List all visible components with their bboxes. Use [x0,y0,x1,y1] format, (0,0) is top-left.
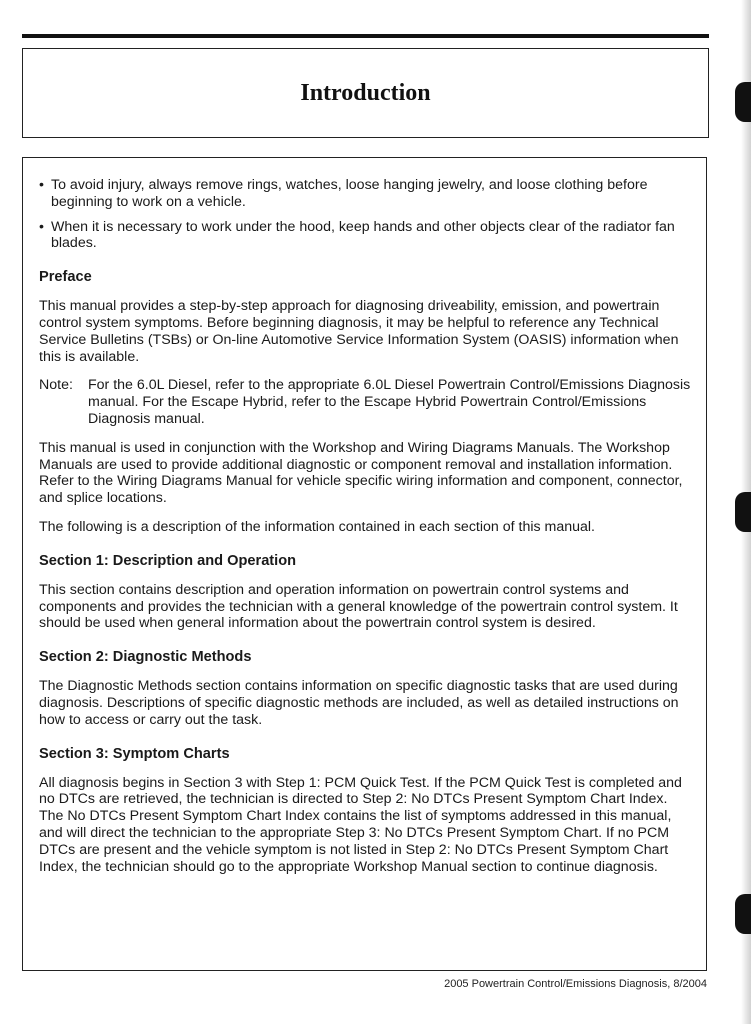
content-box [22,157,707,971]
preface-paragraph: This manual provides a step-by-step approach for diagnosing driveability, emission, and powertrain control system symptoms. Before beginning diagnosis, it may be helpful to reference any Technical Service Bulletins (TSBs) or On-line Automotive Service Information System (OASIS) information when this is available. [39,298,679,365]
bullet-item: • When it is necessary to work under the hood, keep hands and other objects clear of the radiator fan blades. [39,219,695,253]
note-label: Note: [39,377,73,394]
preface-heading: Preface [39,269,92,286]
section2-heading: Section 2: Diagnostic Methods [39,649,252,666]
section1-body: This section contains description and operation information on powertrain control systems and components and provides the technician with a general knowledge of the powertrain control system. It should be used when general information about the powertrain control system is desired. [39,581,678,632]
section2-body: The Diagnostic Methods section contains information on specific diagnostic tasks that are used during diagnosis. Descriptions of specific diagnostic methods are included, as well as detailed instructions on how to access or carry out the task. [39,678,679,728]
safety-bullet-list [39,177,695,252]
page-footer: 2005 Powertrain Control/Emissions Diagnosis, 8/2004 [444,978,707,990]
content-body [39,177,695,875]
preface-paragraph: The following is a description of the information contained in each section of this manual. [39,518,595,535]
preface-paragraph: This manual is used in conjunction with the Workshop and Wiring Diagrams Manuals. The Workshop Manuals are used to provide additional diagnostic or component removal and installation information. Refer to the Wiring Diagrams Manual for vehicle specific wiring information and component, connector, and splice locations. [39,439,683,507]
binder-hole-middle [735,492,751,532]
note-text: For the 6.0L Diesel, refer to the appropriate 6.0L Diesel Powertrain Control/Emissions Diagnosis manual. For the Escape Hybrid, refer to the Escape Hybrid Powertrain Control/Emissions Diagnosis manual. [88,377,691,427]
section3-heading: Section 3: Symptom Charts [39,745,230,762]
section1-heading: Section 1: Description and Operation [39,552,297,569]
section3-body: All diagnosis begins in Section 3 with Step 1: PCM Quick Test. If the PCM Quick Test is completed and no DTCs are retrieved, the technician is directed to Step 2: No DTCs Present Symptom Chart Index. The No DTCs Present Symptom Chart Index contains the list of symptoms addressed in this manual, and will direct the technician to the appropriate Step 3: No DTCs Present Symptom Chart. If no PCM DTCs are present and the vehicle symptom is not listed in Step 2: No DTCs Present Symptom Chart Index, the technician should go to the appropriate Workshop Manual section to continue diagnosis. [39,774,682,875]
page-title: Introduction [300,79,431,106]
binder-hole-top [735,82,751,122]
note-block [39,377,695,427]
top-rule [22,34,709,38]
binder-hole-bottom [735,894,751,934]
bullet-item: • To avoid injury, always remove rings, watches, loose hanging jewelry, and loose clothing before beginning to work on a vehicle. [39,177,695,211]
title-box [22,48,709,138]
